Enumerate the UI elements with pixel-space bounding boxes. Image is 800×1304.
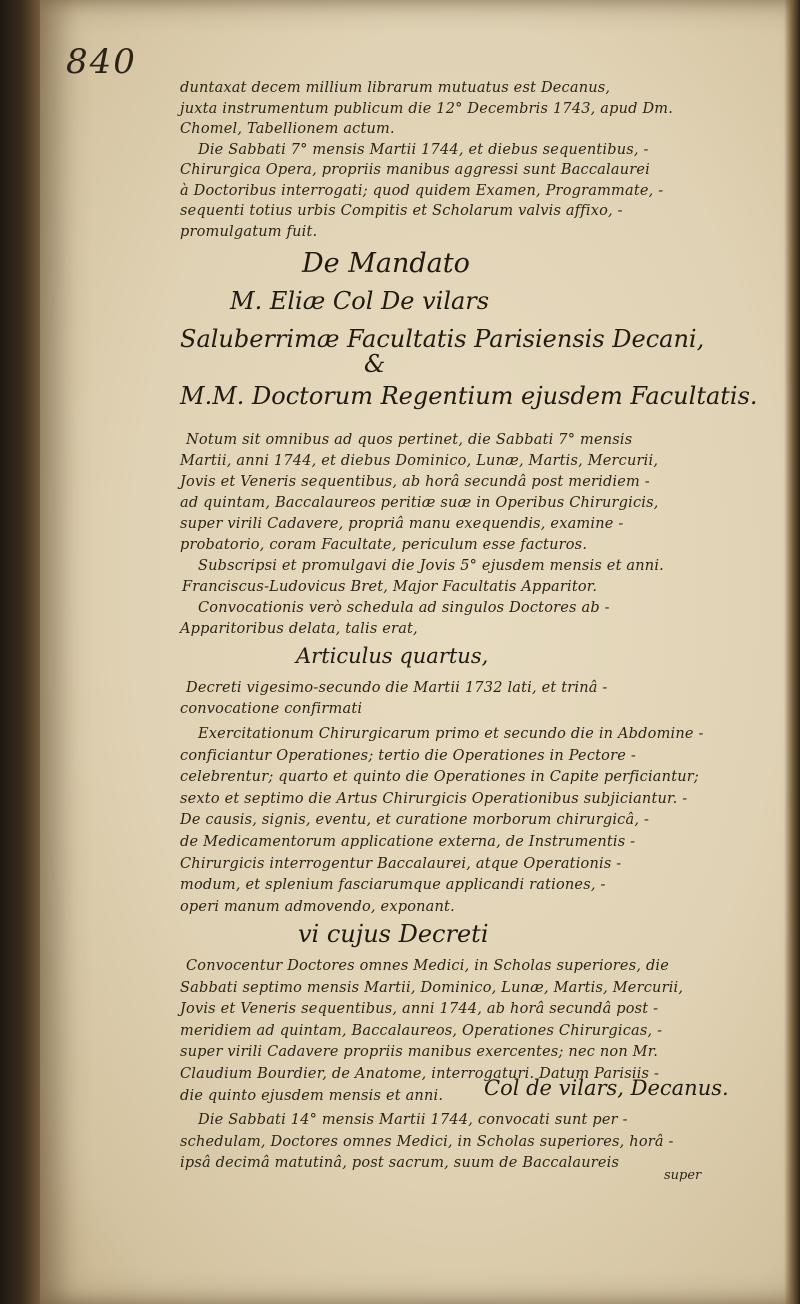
text-line: Chirurgicis interrogentur Baccalaurei, atque Operationis -	[180, 855, 622, 872]
text-line: Notum sit omnibus ad quos pertinet, die Sabbati 7° mensis	[186, 432, 633, 448]
text-line: sexto et septimo die Artus Chirurgicis Operationibus subjiciantur. -	[180, 790, 688, 807]
text-line: Claudium Bourdier, de Anatome, interrogaturi. Datum Parisiis -	[180, 1066, 660, 1082]
text-line: Exercitationum Chirurgicarum primo et secundo die in Abdomine -	[198, 726, 704, 742]
page-right-edge	[784, 0, 800, 1304]
text-line: schedulam, Doctores omnes Medici, in Scholas superiores, horâ -	[180, 1133, 674, 1150]
text-line: Decreti vigesimo-secundo die Martii 1732 lati, et trinâ -	[186, 680, 608, 696]
text-line: ad quintam, Baccalaureos peritiæ suæ in Operibus Chirurgicis,	[180, 495, 659, 511]
text-line: operi manum admovendo, exponant.	[180, 898, 455, 915]
text-line: probatorio, coram Facultate, periculum esse facturos.	[180, 537, 588, 553]
vi-cujus-heading: vi cujus Decreti	[298, 920, 489, 948]
text-line: super virili Cadavere propriis manibus exercentes; nec non Mr.	[180, 1044, 659, 1061]
heading-doctors: M.M. Doctorum Regentium ejusdem Facultatis.	[180, 382, 758, 410]
text-line: Sabbati septimo mensis Martii, Dominico, Lunæ, Martis, Mercurii,	[180, 979, 684, 996]
text-line: Chirurgica Opera, propriis manibus aggressi sunt Baccalaurei	[180, 162, 650, 178]
folio-number: 840	[66, 42, 137, 82]
text-line: Chomel, Tabellionem actum.	[180, 121, 395, 137]
text-line: duntaxat decem millium librarum mutuatus est Decanus,	[180, 80, 611, 96]
text-line: meridiem ad quintam, Baccalaureos, Operationes Chirurgicas, -	[180, 1022, 663, 1039]
text-line: convocatione confirmati	[180, 701, 363, 717]
text-line: Jovis et Veneris sequentibus, ab horâ secundâ post meridiem -	[180, 474, 650, 490]
articulus-heading: Articulus quartus,	[296, 644, 489, 668]
text-line: de Medicamentorum applicatione externa, de Instrumentis -	[180, 834, 636, 850]
dean-signature: Col de vilars, Decanus.	[484, 1076, 729, 1100]
text-line: Apparitoribus delata, talis erat,	[180, 621, 418, 637]
text-line: Die Sabbati 14° mensis Martii 1744, convocati sunt per -	[198, 1112, 628, 1128]
text-line: celebrentur; quarto et quinto die Operationes in Capite perficiantur;	[180, 769, 699, 786]
heading-ampersand: &	[364, 350, 386, 378]
text-line: Franciscus-Ludovicus Bret, Major Facultatis Apparitor.	[182, 579, 598, 595]
text-line: juxta instrumentum publicum die 12° Decembris 1743, apud Dm.	[180, 100, 674, 117]
text-line: sequenti totius urbis Compitis et Scholarum valvis affixo, -	[180, 203, 623, 219]
text-line: Martii, anni 1744, et diebus Dominico, Lunæ, Martis, Mercurii,	[180, 453, 659, 469]
text-line: Convocationis verò schedula ad singulos Doctores ab -	[198, 600, 610, 616]
text-line: Subscripsi et promulgavi die Jovis 5° ejusdem mensis et anni.	[198, 558, 664, 574]
catchword: super	[664, 1168, 702, 1183]
text-line: conficiantur Operationes; tertio die Operationes in Pectore -	[180, 747, 636, 764]
text-line: die quinto ejusdem mensis et anni.	[180, 1087, 444, 1104]
text-line: ipsâ decimâ matutinâ, post sacrum, suum de Baccalaureis	[180, 1155, 620, 1172]
text-line: Die Sabbati 7° mensis Martii 1744, et diebus sequentibus, -	[198, 141, 649, 158]
text-line: promulgatum fuit.	[180, 223, 318, 240]
heading-de-mandato: De Mandato	[302, 248, 470, 279]
heading-dean-name: M. Eliæ Col De vilars	[230, 287, 490, 315]
text-line: Convocentur Doctores omnes Medici, in Scholas superiores, die	[186, 958, 670, 974]
text-line: modum, et splenium fasciarumque applicandi rationes, -	[180, 877, 606, 894]
text-line: super virili Cadavere, propriâ manu exequendis, examine -	[180, 516, 624, 532]
heading-faculty: Saluberrimæ Facultatis Parisiensis Decani,	[180, 325, 705, 353]
text-line: à Doctoribus interrogati; quod quidem Examen, Programmate, -	[180, 182, 664, 199]
text-line: Jovis et Veneris sequentibus, anni 1744, ab horâ secundâ post -	[180, 1001, 659, 1018]
text-line: De causis, signis, eventu, et curatione morborum chirurgicâ, -	[180, 812, 650, 829]
